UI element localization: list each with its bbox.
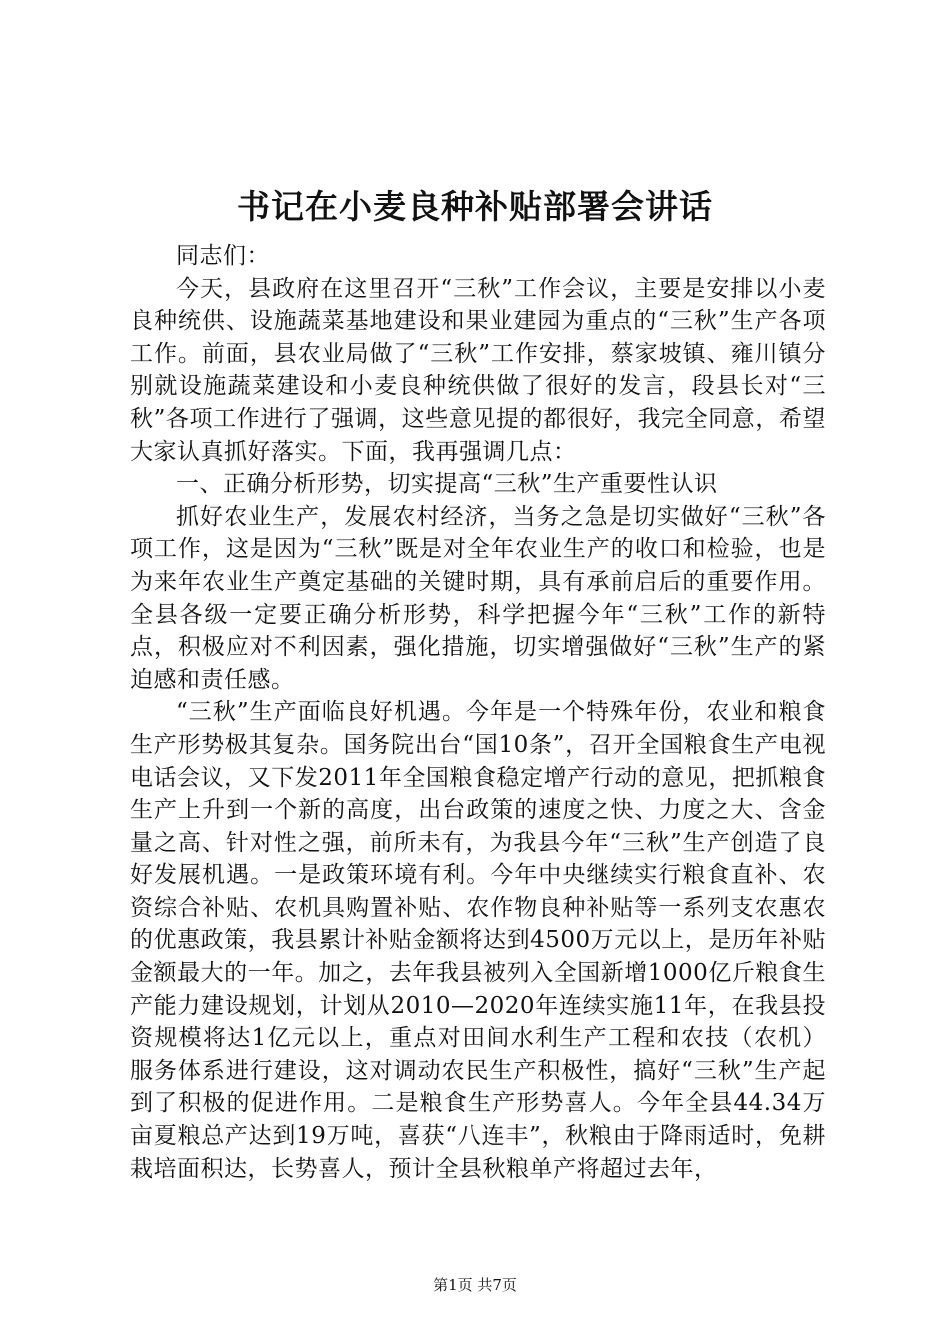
paragraph-section-1: 抓好农业生产，发展农村经济，当务之急是切实做好“三秋”各项工作，这是因为“三秋”既是对全年农业生产的收口和检验，也是为来年农业生产奠定基础的关键时期，具有承前启后的重要作用。全县各级一定要正确分析形势，科学把握今年“三秋”工作的新特点，积极应对不利因素，强化措施，切实增强做好“三秋”生产的紧迫感和责任感。 bbox=[130, 503, 826, 693]
document-body bbox=[130, 240, 826, 1185]
page-number-footer: 第1页 共7页 bbox=[433, 1276, 517, 1294]
paragraph-intro: 今天，县政府在这里召开“三秋”工作会议，主要是安排以小麦良种统供、设施蔬菜基地建设和果业建园为重点的“三秋”生产各项工作。前面，县农业局做了“三秋”工作安排，蔡家坡镇、雍川镇分别就设施蔬菜建设和小麦良种统供做了很好的发言，段县长对“三秋”各项工作进行了强调，这些意见提的都很好，我完全同意，希望大家认真抓好落实。下面，我再强调几点： bbox=[130, 275, 826, 465]
section-heading-1: 一、正确分析形势，切实提高“三秋”生产重要性认识 bbox=[176, 471, 718, 498]
paragraph-opportunities: “三秋”生产面临良好机遇。今年是一个特殊年份，农业和粮食生产形势极其复杂。国务院出台“国10条”，召开全国粮食生产电视电话会议，又下发2011年全国粮食稳定增产行动的意见，把抓粮食生产上升到一个新的高度，出台政策的速度之快、力度之大、含金量之高、针对性之强，前所未有，为我县今年“三秋”生产创造了良好发展机遇。一是政策环境有利。今年中央继续实行粮食直补、农资综合补贴、农机具购置补贴、农作物良种补贴等一系列支农惠农的优惠政策，我县累计补贴金额将达到4500万元以上，是历年补贴金额最大的一年。加之，去年我县被列入全国新增1000亿斤粮食生产能力建设规划，计划从2010—2020年连续实施11年，在我县投资规模将达1亿元以上，重点对田间水利生产工程和农技（农机）服务体系进行建设，这对调动农民生产积极性，搞好“三秋”生产起到了积极的促进作用。二是粮食生产形势喜人。今年全县44.34万亩夏粮总产达到19万吨，喜获“八连丰”，秋粮由于降雨适时，免耕栽培面积达，长势喜人，预计全县秋粮单产将超过去年， bbox=[130, 699, 826, 1182]
document-title: 书记在小麦良种补贴部署会讲话 bbox=[237, 187, 713, 226]
salutation: 同志们： bbox=[176, 243, 270, 269]
